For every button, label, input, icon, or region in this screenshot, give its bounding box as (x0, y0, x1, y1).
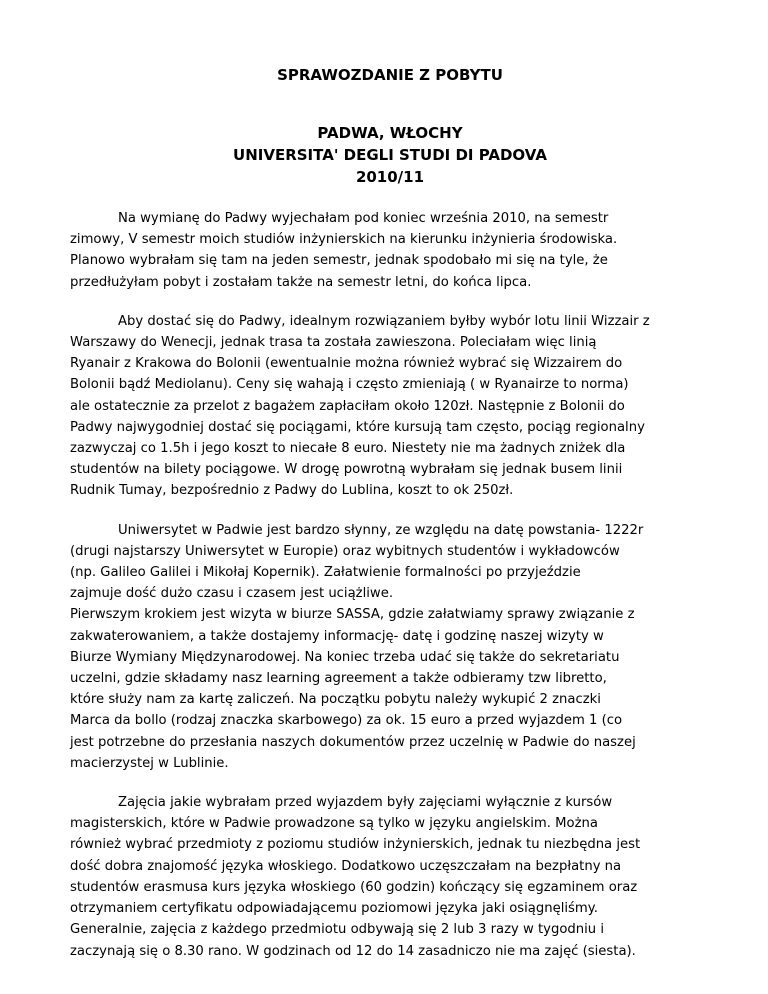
paragraph-classes (70, 792, 710, 962)
document-title: SPRAWOZDANIE Z POBYTU (277, 66, 503, 84)
text-line: otrzymaniem certyfikatu odpowiadającemu poziomowi języka jaki osiągnęliśmy. (70, 901, 598, 917)
text-line: zazwyczaj co 1.5h i jego koszt to niecałe 8 euro. Niestety nie ma żadnych zniżek dla (70, 441, 626, 457)
text-line: studentów erasmusa kurs języka włoskiego (60 godzin) kończący się egzaminem oraz (70, 879, 638, 895)
text-line: (np. Galileo Galilei i Mikołaj Kopernik). Załatwienie formalności po przyjeździe (70, 565, 581, 581)
text-line: Ryanair z Krakowa do Bolonii (ewentualnie można również wybrać się Wizzairem do (70, 356, 623, 372)
text-line: zajmuje dość dużo czasu i czasem jest uciążliwe. (70, 586, 394, 602)
text-line: Pierwszym krokiem jest wizyta w biurze SASSA, gdzie załatwiamy sprawy związanie z (70, 607, 635, 623)
paragraph-university (70, 520, 710, 774)
text-line: zakwaterowaniem, a także dostajemy informację- datę i godzinę naszej wizyty w (70, 628, 604, 644)
text-line: (drugi najstarszy Uniwersytet w Europie) oraz wybitnych studentów i wykładowców (70, 543, 620, 559)
text-line: zimowy, V semestr moich studiów inżynierskich na kierunku inżynieria środowiska. (70, 232, 618, 248)
document-body (70, 208, 710, 962)
text-line: jest potrzebne do przesłania naszych dokumentów przez uczelnię w Padwie do naszej (70, 734, 636, 750)
paragraph-travel (70, 311, 710, 502)
text-line: macierzystej w Lublinie. (70, 755, 229, 771)
text-line: Bolonii bądź Mediolanu). Ceny się wahają i często zmieniają ( w Ryanairze to norma) (70, 377, 629, 393)
text-line: Warszawy do Wenecji, jednak trasa ta została zawieszona. Poleciałam więc linią (70, 335, 597, 351)
text-line: Marca da bollo (rodzaj znaczka skarbowego) za ok. 15 euro a przed wyjazdem 1 (co (70, 713, 623, 729)
text-line: Rudnik Tumay, bezpośrednio z Padwy do Lublina, koszt to ok 250zł. (70, 483, 514, 499)
document-page (70, 64, 710, 980)
text-line: dość dobra znajomość języka włoskiego. Dodatkowo uczęszczałam na bezpłatny na (70, 858, 622, 874)
text-line: Uniwersytet w Padwie jest bardzo słynny, ze względu na datę powstania- 1222r (118, 522, 644, 538)
text-line: Na wymianę do Padwy wyjechałam pod koniec września 2010, na semestr (118, 211, 609, 226)
subtitle-city: PADWA, WŁOCHY (317, 124, 463, 142)
text-line: Padwy najwygodniej dostać się pociągami, które kursują tam często, pociąg regionalny (70, 419, 645, 435)
text-line: zaczynają się o 8.30 rano. W godzinach od 12 do 14 zasadniczo nie ma zajęć (siesta). (70, 943, 636, 959)
text-line: Zajęcia jakie wybrałam przed wyjazdem były zajęciami wyłącznie z kursów (118, 795, 613, 811)
text-line: Planowo wybrałam się tam na jeden semestr, jednak spodobało mi się na tyle, że (70, 253, 608, 269)
subtitle-year: 2010/11 (355, 168, 425, 186)
text-line: magisterskich, które w Padwie prowadzone są tylko w języku angielskim. Można (70, 816, 598, 832)
text-line: które służy nam za kartę zaliczeń. Na początku pobytu należy wykupić 2 znaczki (70, 692, 601, 708)
text-line: uczelni, gdzie składamy nasz learning agreement a także odbieramy tzw libretto, (70, 671, 607, 687)
text-line: studentów na bilety pociągowe. W drogę powrotną wybrałam się jednak busem linii (70, 462, 623, 478)
text-line: przedłużyłam pobyt i zostałam także na semestr letni, do końca lipca. (70, 274, 532, 290)
text-line: Generalnie, zajęcia z każdego przedmiotu odbywają się 2 lub 3 razy w tygodniu i (70, 922, 605, 938)
title-block (70, 64, 710, 188)
subtitle-university: UNIVERSITA' DEGLI STUDI DI PADOVA (233, 146, 547, 164)
text-line: ale ostatecznie za przelot z bagażem zapłaciłam około 120zł. Następnie z Bolonii do (70, 398, 625, 414)
text-line: Biurze Wymiany Międzynarodowej. Na koniec trzeba udać się także do sekretariatu (70, 649, 620, 665)
paragraph-exchange-intro (70, 208, 710, 293)
text-line: Aby dostać się do Padwy, idealnym rozwiązaniem byłby wybór lotu linii Wizzair z (118, 313, 650, 329)
text-line: również wybrać przedmioty z poziomu studiów inżynierskich, jednak tu niezbędna jest (70, 837, 641, 853)
